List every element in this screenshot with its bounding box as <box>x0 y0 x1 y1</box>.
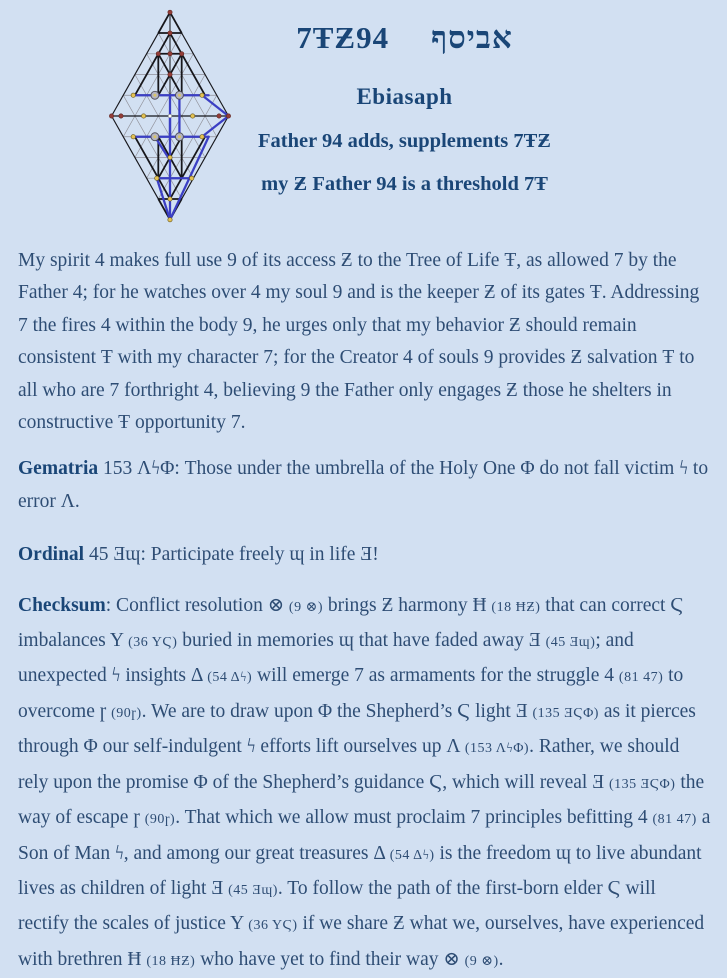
sum-annotation: (54 Δϟ) <box>207 670 253 686</box>
intro-paragraph: My spirit 4 makes full use 9 of its access Ƶ to the Tree of Life Ŧ, as allowed 7 by the Father 4; for he watches over 4 my soul 9 and is the keeper Ƶ of its gates Ŧ. Addressing 7 the fires 4 within the body 9, he urges only that my behavior Ƶ should remain consistent Ŧ with my character 7; for the Creator 4 of souls 9 provides Ƶ salvation Ŧ to all who are 7 forthright 4, believing 9 the Father only engages Ƶ those he shelters in constructive Ŧ opportunity 7. <box>18 250 700 434</box>
checksum-text: if we share Ƶ what we, ourselves, have experienced with brethren Ħ <box>18 913 705 970</box>
gematria-label: Gematria <box>18 458 99 480</box>
checksum-text: ; and unexpected ϟ insights Δ <box>18 630 634 687</box>
ordinal-text: : Participate freely ɰ in life Ǝ! <box>140 544 379 566</box>
sum-annotation: (81 47) <box>652 812 697 828</box>
checksum-text: as it pierces through Φ our self-indulgent ϟ efforts lift ourselves up Λ <box>18 700 696 758</box>
sum-annotation: (45 Ǝɰ) <box>545 635 596 651</box>
checksum-text: . Rather, we should rely upon the promise Φ of the Shepherd’s guidance Ϛ, which will reveal Ǝ <box>18 736 680 793</box>
checksum-label: Checksum <box>18 594 106 616</box>
checksum-text: : Conflict resolution ⊗ <box>105 594 289 616</box>
checksum-text: . That which we allow must proclaim 7 principles befitting 4 <box>175 807 653 829</box>
checksum-text: . We are to draw upon Φ the Shepherd’s Ϛ light Ǝ <box>141 700 533 722</box>
sum-annotation: (36 YϚ) <box>248 918 298 934</box>
sum-annotation: (18 ĦƵ) <box>491 599 541 615</box>
paleo-hebrew-name: 7ŦƵ94 <box>296 20 390 55</box>
checksum-paragraph <box>18 589 711 978</box>
checksum-text: buried in memories ɰ that have faded away Ǝ <box>177 630 546 652</box>
checksum-text: brings Ƶ harmony Ħ <box>322 594 492 616</box>
gematria-glyphs: ΛϟΦ <box>137 458 175 480</box>
checksum-text: . To follow the path of the first-born elder Ϛ will rectify the scales of justice Y <box>18 877 656 935</box>
ordinal-glyphs: Ǝɰ <box>113 544 141 566</box>
sum-annotation: (45 Ǝɰ) <box>228 882 278 898</box>
ordinal-paragraph <box>18 539 711 571</box>
sum-annotation: (81 47) <box>618 670 664 686</box>
sum-annotation: (90ɼ) <box>144 812 176 828</box>
page-header <box>18 0 711 236</box>
sum-annotation: (18 ĦƵ) <box>146 953 196 969</box>
sum-annotation: (135 ƎϚΦ) <box>608 776 676 792</box>
hebrew-name: אביסף <box>431 20 513 55</box>
checksum-text: the way of escape ɼ <box>18 771 705 829</box>
title-row <box>138 20 671 56</box>
meaning-line-1: Father 94 adds, supplements 7ŦƵ <box>258 130 551 152</box>
gematria-text: : Those under the umbrella of the Holy One Φ do not fall victim ϟ to error Λ. <box>18 458 709 512</box>
sum-annotation: (36 YϚ) <box>128 635 178 651</box>
checksum-text: a Son of Man ϟ, and among our great treasures Δ <box>18 807 711 864</box>
checksum-text: that can correct Ϛ imbalances Y <box>18 594 684 652</box>
sum-annotation: (135 ƎϚΦ) <box>532 705 599 721</box>
sum-annotation: (9 ⊗) <box>464 953 499 969</box>
checksum-text: to overcome ɼ <box>18 665 684 722</box>
sum-annotation: (90ɼ) <box>111 705 142 721</box>
page-title: Ebiasaph <box>356 84 453 109</box>
ordinal-value: 45 <box>88 544 109 566</box>
gematria-paragraph <box>18 453 711 518</box>
sum-annotation: (153 ΛϟΦ) <box>464 741 530 757</box>
gematria-value: 153 <box>103 458 133 480</box>
checksum-text: who have yet to find their way ⊗ <box>195 948 465 970</box>
sum-annotation: (9 ⊗) <box>288 599 323 615</box>
checksum-text: is the freedom ɰ to live abundant lives as children of light Ǝ <box>18 842 702 899</box>
ordinal-label: Ordinal <box>18 544 85 566</box>
meaning-line-2: my Ƶ Father 94 is a threshold 7Ŧ <box>261 173 548 195</box>
checksum-text: . <box>498 948 504 970</box>
sum-annotation: (54 Δϟ) <box>389 847 435 863</box>
checksum-text: will emerge 7 as armaments for the struggle 4 <box>252 665 619 687</box>
